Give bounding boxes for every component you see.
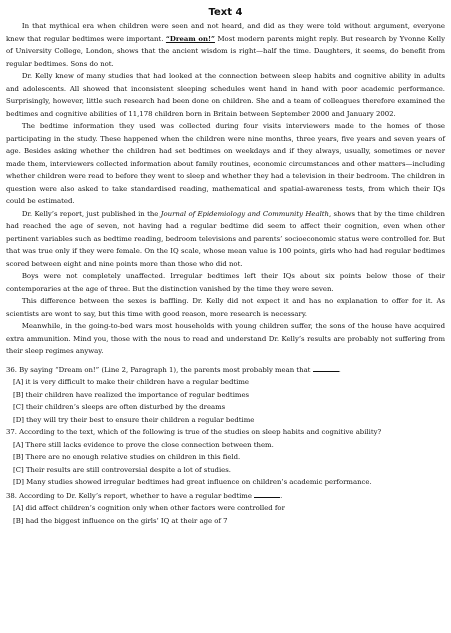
question-37-option-b: [B] There are no enough relative studies on children in this field. xyxy=(13,453,241,461)
question-36-stem-end: . xyxy=(338,365,341,374)
answer-blank xyxy=(313,363,339,372)
paragraph-1-text-b: Most modern parents might reply. But research by Yvonne Kelly of University College, London, shows that the ancient wisdom is right—half the time. Daughters, it seems, do benefit from regular bedtimes. Sons do not. xyxy=(6,34,445,68)
journal-name: Journal of Epidemiology and Community Health xyxy=(160,209,329,218)
question-37-option-c: [C] Their results are still controversial despite a lot of studies. xyxy=(13,465,231,474)
question-38-stem: 38. According to Dr. Kelly’s report, whether to have a regular bedtime xyxy=(6,491,252,500)
paragraph-1 xyxy=(6,20,445,70)
question-36-option-c: [C] their children’s sleeps are often disturbed by the dreams xyxy=(13,403,226,411)
question-38-option-b: [B] had the biggest influence on the girls’ IQ at their age of 7 xyxy=(13,516,228,525)
question-38-stem-end: . xyxy=(280,491,283,500)
question-36-option-a: [A] it is very difficult to make their children have a regular bedtime xyxy=(13,378,249,386)
paragraph-1-text-a: In that mythical era when children were seen and not heard, and did as they were told without argument, everyone knew that regular bedtimes were important. xyxy=(6,22,445,43)
question-36-stem: 36. By saying “Dream on!” (Line 2, Paragraph 1), the parents most probably mean that xyxy=(6,365,311,374)
paragraph-3: The bedtime information they used was collected during four visits interviewers made to the homes of those participating in the study. These happened when the children were nine months, three years, five years and seven years of age. Besides asking whether the children had set bedtimes on weekdays and if they always, usually, sometimes or never made them, interviewers collected information about family routines, economic circumstances and other matters—including whether children were read to before they went to sleep and whether they had a television in their bedroom. The children in question were also asked to take standardised reading, mathematical and spatial-awareness tests, from which their IQs could be estimated. xyxy=(6,122,445,205)
paragraph-6: This difference between the sexes is baffling. Dr. Kelly did not expect it and has no explanation to offer for it. As scientists are wont to say, but this time with good reason, more research is necessary. xyxy=(6,297,445,318)
dream-on-quote: “Dream on!” xyxy=(165,34,215,43)
question-36 xyxy=(6,363,445,377)
answer-blank xyxy=(254,489,283,500)
question-37-option-a: [A] There still lacks evidence to prove the close connection between them. xyxy=(13,440,274,449)
page-title: Text 4 xyxy=(208,7,243,18)
question-36-option-b: [B] their children have realized the importance of regular bedtimes xyxy=(13,390,250,399)
question-38 xyxy=(6,489,445,503)
question-37: 37. According to the text, which of the following is true of the studies on sleep habits and cognitive ability? xyxy=(6,428,382,436)
paragraph-2: Dr. Kelly knew of many studies that had looked at the connection between sleep habits and cognitive ability in adults and adolescents. All showed that inconsistent sleeping schedules went hand in hand with poor academic performance. Surprisingly, however, little such research had been done on children. She and a team of colleagues therefore examined the bedtimes and cognitive abilities of 11,178 children born in Britain between September 2000 and January 2002. xyxy=(6,72,445,118)
question-36-option-d: [D] they will try their best to ensure their children a regular bedtime xyxy=(13,415,255,424)
paragraph-4 xyxy=(6,208,445,271)
paragraph-4-text-b: , shows that by the time children had reached the age of seven, not having had a regular bedtime did seem to affect their cognition, even when other pertinent variables such as bedtime reading, bedroom televisions and parents’ socioeconomic status were controlled for. But that was true only if they were female. On the IQ scale, whose mean value is 100 points, girls who had had regular bedtimes scored between eight and nine points more than those who did not. xyxy=(6,209,445,268)
question-37-option-d: [D] Many studies showed irregular bedtimes had great influence on children’s academic performance. xyxy=(13,478,372,486)
paragraph-4-text-a: Dr. Kelly’s report, just published in the xyxy=(21,209,161,218)
question-38-option-a: [A] did affect children’s cognition only when other factors were controlled for xyxy=(13,504,285,512)
paragraph-7: Meanwhile, in the going-to-bed wars most households with young children suffer, the sons of the house have acquired extra ammunition. Mind you, those with the nous to read and understand Dr. Kelly’s results are probably not suffering from their sleep regimes anyway. xyxy=(6,322,445,355)
paragraph-5: Boys were not completely unaffected. Irregular bedtimes left their IQs about six points below those of their contemporaries at the age of three. But the distinction vanished by the time they were seven. xyxy=(6,272,445,293)
